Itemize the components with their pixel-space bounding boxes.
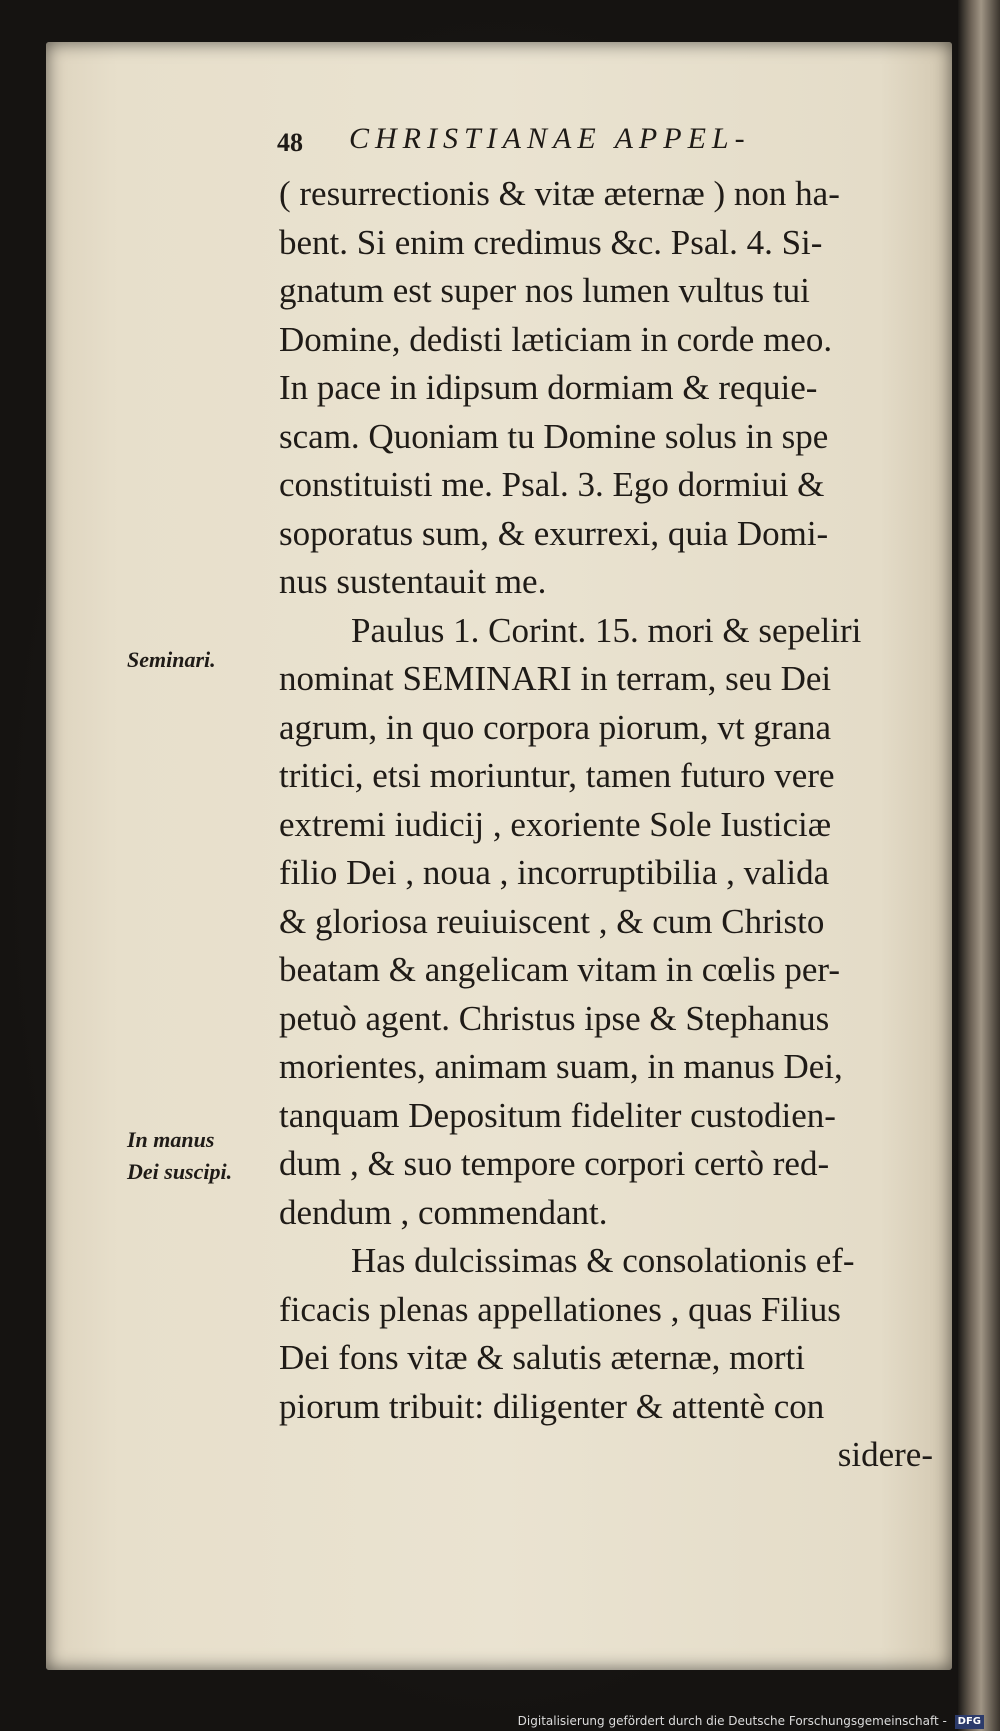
text-line: Domine, dedisti læticiam in corde meo.	[279, 319, 833, 359]
page-number: 48	[277, 128, 303, 157]
text-line: nominat SEMINARI in terram, seu Dei	[279, 659, 832, 698]
book-edge	[958, 0, 1000, 1731]
footer-credit: Digitalisierung gefördert durch die Deutsche Forschungsgemeinschaft -	[517, 1714, 947, 1728]
text-line: Has dulcissimas & consolationis ef-	[351, 1241, 855, 1280]
marginal-note	[127, 644, 216, 676]
digitization-footer	[0, 1711, 1000, 1731]
text-line: tritici, etsi moriuntur, tamen futuro vere	[279, 756, 835, 795]
running-head: CHRISTIANAE APPEL-	[349, 122, 751, 155]
marginal-note-line: In manus	[127, 1127, 215, 1152]
text-line: ( resurrectionis & vitæ æternæ ) non ha-	[279, 174, 840, 213]
text-line: gnatum est super nos lumen vultus tui	[279, 271, 810, 310]
text-line: soporatus sum, & exurrexi, quia Domi-	[279, 513, 829, 553]
text-line: Dei fons vitæ & salutis æternæ, morti	[279, 1338, 805, 1377]
text-line: beatam & angelicam vitam in cœlis per-	[279, 950, 841, 989]
text-line: petuò agent. Christus ipse & Stephanus	[279, 998, 830, 1038]
dfg-logo: DFG	[955, 1715, 984, 1729]
marginal-note-line: Dei suscipi.	[127, 1159, 233, 1184]
catchword: sidere-	[837, 1435, 933, 1474]
text-line: dum , & suo tempore corpori certò red-	[279, 1144, 830, 1183]
text-line: tanquam Depositum fideliter custodien-	[279, 1095, 836, 1135]
text-line: & gloriosa reuiuiscent , & cum Christo	[279, 901, 825, 941]
text-line: dendum , commendant.	[279, 1192, 608, 1232]
text-line: In pace in idipsum dormiam & requie-	[279, 368, 818, 407]
text-line: constituisti me. Psal. 3. Ego dormiui &	[279, 465, 825, 504]
page-header	[277, 122, 917, 164]
text-line: ficacis plenas appellationes , quas Filius	[279, 1289, 841, 1329]
text-line: nus sustentauit me.	[279, 562, 547, 601]
text-line: extremi iudicij , exoriente Sole Iusticiæ	[279, 804, 832, 844]
body-text	[279, 170, 939, 1480]
text-line: bent. Si enim credimus &c. Psal. 4. Si-	[279, 222, 823, 262]
text-line: agrum, in quo corpora piorum, vt grana	[279, 707, 832, 747]
text-line: filio Dei , noua , incorruptibilia , valida	[279, 853, 830, 892]
marginal-note	[127, 1124, 232, 1188]
text-line: Paulus 1. Corint. 15. mori & sepeliri	[351, 610, 862, 650]
text-line: scam. Quoniam tu Domine solus in spe	[279, 416, 829, 456]
marginal-note-text: Seminari.	[127, 647, 216, 672]
text-line: piorum tribuit: diligenter & attentè con	[279, 1386, 825, 1426]
text-line: morientes, animam suam, in manus Dei,	[279, 1047, 843, 1086]
